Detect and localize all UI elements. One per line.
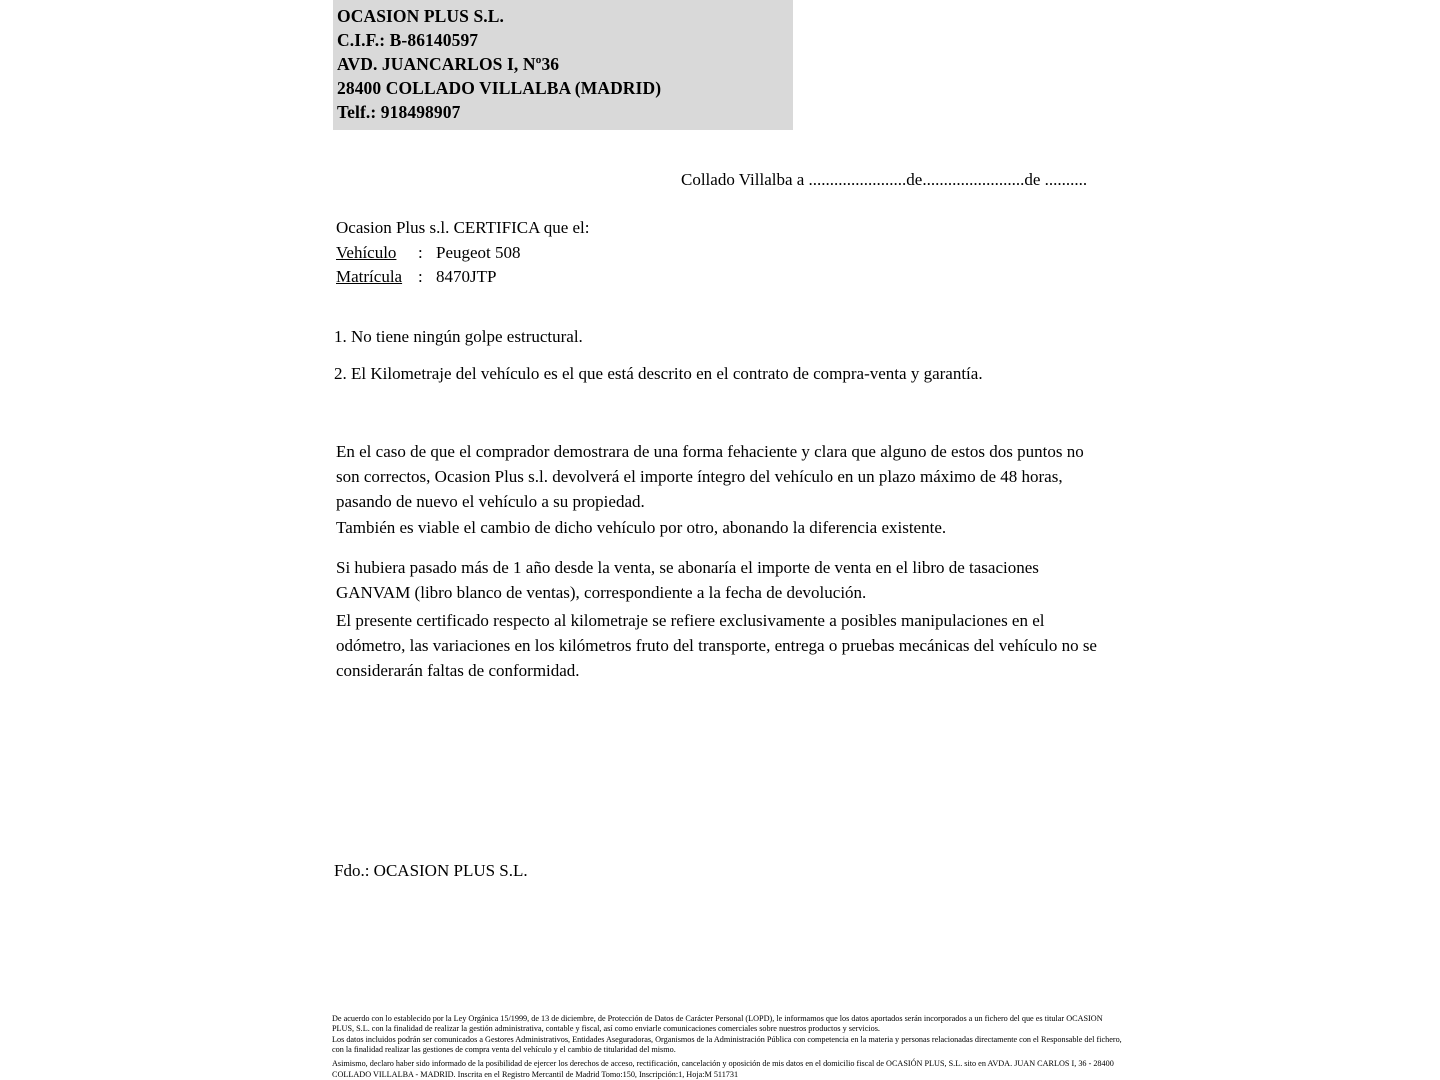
plate-value: 8470JTP [436,267,497,286]
plate-label: Matrícula [336,267,403,286]
certification-intro: Ocasion Plus s.l. CERTIFICA que el: [336,218,590,237]
company-phone: Telf.: 918498907 [337,102,461,122]
company-address: AVD. JUANCARLOS I, Nº36 [337,54,560,74]
legal-paragraph-1: De acuerdo con lo establecido por la Ley Orgánica 15/1999, de 13 de diciembre, de Protección de Datos de Carácter Personal (LOPD), le informamos que los datos aportados serán incorporados a un fichero del que es titular OCASION PLUS, S.L. con la finalidad de realizar la gestión administrativa, contable y fiscal, así como enviarle comunicaciones comerciales sobre nuestros productos y servicios. [332,1014,1103,1034]
company-city: 28400 COLLADO VILLALBA (MADRID) [337,78,662,98]
certification-point-2: 2. El Kilometraje del vehículo es el que está descrito en el contrato de compra-venta y garantía. [334,364,983,383]
legal-footnote [332,1014,1122,1080]
place-and-date-line: Collado Villalba a .......................de........................de .......... [681,170,1088,189]
vehicle-row [336,241,590,266]
vehicle-value: Peugeot 508 [436,242,521,262]
vehicle-label: Vehículo [336,242,397,262]
vehicle-separator: : [418,242,423,262]
legal-paragraph-2: Los datos incluidos podrán ser comunicados a Gestores Administrativos, Entidades Aseguradoras, Organismos de la Administración Pública con competencia en la materia y personas relacionadas directamente con el Responsable del fichero, con la finalidad realizar las gestiones de compra venta del vehículo y el cambio de titularidad del mismo. [332,1034,1122,1055]
signature-line: Fdo.: OCASION PLUS S.L. [334,861,528,880]
company-header-block [333,0,793,130]
certification-point-1: 1. No tiene ningún golpe estructural. [334,327,583,346]
clause-exchange: También es viable el cambio de dicho vehículo por otro, abonando la diferencia existente. [336,518,947,537]
company-name: OCASION PLUS S.L. [337,6,505,26]
legal-paragraph-3: Asimismo, declaro haber sido informado de la posibilidad de ejercer los derechos de acceso, rectificación, cancelación y oposición de mis datos en el domicilio fiscal de OCASIÓN PLUS, S.L. sito en AVDA. JUAN CARLOS I, 36 - 28400 COLLADO VILLALBA - MADRID. Inscrita en el Registro Mercantil de Madrid Tomo:150, Inscripción:1, Hoja:M 511731 [332,1059,1114,1079]
plate-row [336,265,590,290]
clause-odometer: El presente certificado respecto al kilometraje se refiere exclusivamente a posibles manipulaciones en el odómetro, las variaciones en los kilómetros fruto del transporte, entrega o pruebas mecánicas del vehículo no se considerarán faltas de conformidad. [336,611,1097,680]
certification-block [336,216,590,290]
plate-separator: : [418,267,423,286]
clause-ganvam: Si hubiera pasado más de 1 año desde la venta, se abonaría el importe de venta en el libro de tasaciones GANVAM (libro blanco de ventas), correspondiente a la fecha de devolución. [336,558,1039,602]
clause-refund: En el caso de que el comprador demostrara de una forma fehaciente y clara que alguno de estos dos puntos no son correctos, Ocasion Plus s.l. devolverá el importe íntegro del vehículo en un plazo máximo de 48 horas, pasando de nuevo el vehículo a su propiedad. [336,442,1084,511]
company-cif: C.I.F.: B-86140597 [337,30,479,50]
